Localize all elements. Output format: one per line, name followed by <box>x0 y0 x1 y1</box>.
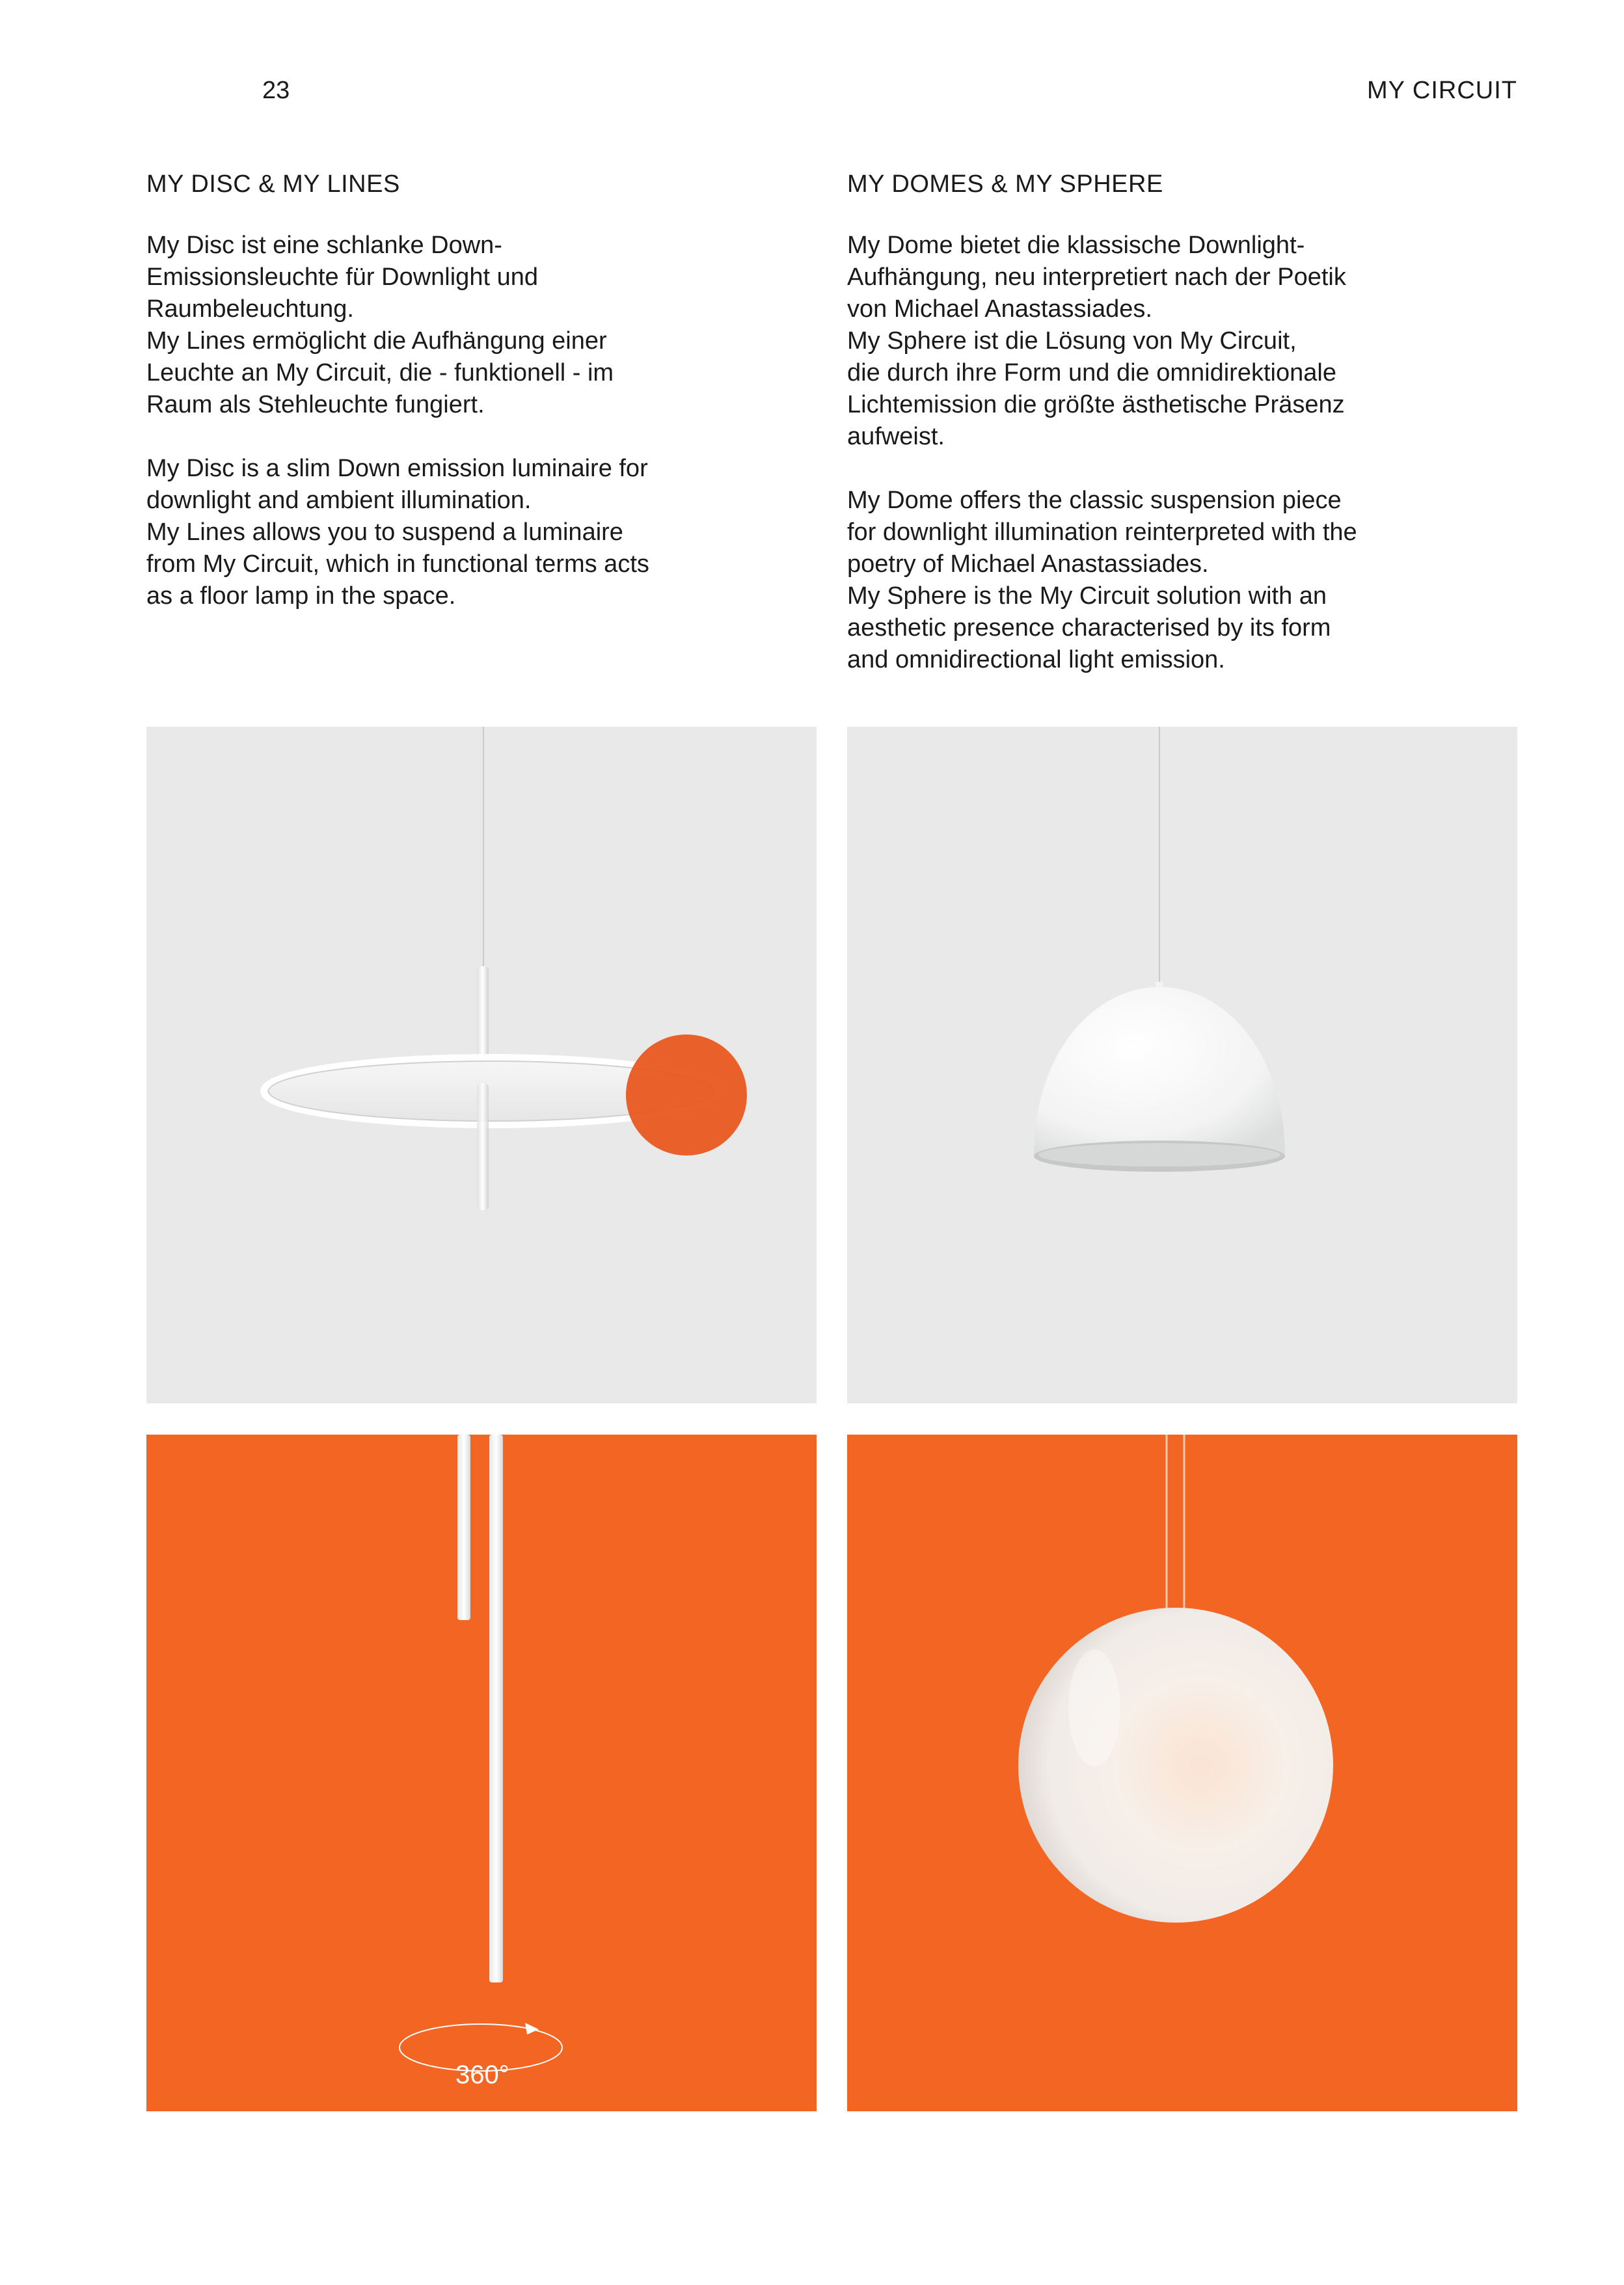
right-column <box>847 170 1498 708</box>
right-english-text: My Dome offers the classic suspension piece for downlight illumination reinterpreted with the poetry of Michael Anastassiades. My Sphere is the My Circuit solution with an aesthetic presence characterised by its form and omnidirectional light emission. <box>847 487 1357 673</box>
brand-title: MY CIRCUIT <box>1367 77 1517 104</box>
my-disc-image <box>146 727 817 1403</box>
page-number: 23 <box>262 77 290 104</box>
my-dome-image <box>847 727 1517 1403</box>
right-heading: MY DOMES & MY SPHERE <box>847 170 1163 198</box>
left-german-text: My Disc ist eine schlanke Down- Emissionsleuchte für Downlight und Raumbeleuchtung. My Lines ermöglicht die Aufhängung einer Leuchte an My Circuit, die - funktionell - im Raum als Stehleuchte fungiert. <box>146 232 614 418</box>
left-column <box>146 170 797 644</box>
rotation-label: 360° <box>455 2061 509 2089</box>
left-heading: MY DISC & MY LINES <box>146 170 400 198</box>
right-german-text: My Dome bietet die klassische Downlight- Aufhängung, neu interpretiert nach der Poetik von Michael Anastassiades. My Sphere ist die Lösung von My Circuit, die durch ihre Form und die omnidirektionale Lichtemission die größte ästhetische Präsenz aufweist. <box>847 232 1346 450</box>
my-sphere-image <box>847 1435 1517 2111</box>
my-lines-image <box>146 1435 817 2111</box>
left-english-text: My Disc is a slim Down emission luminaire for downlight and ambient illumination. My Lines allows you to suspend a luminaire from My Circuit, which in functional terms acts as a floor lamp in the space. <box>146 455 649 610</box>
